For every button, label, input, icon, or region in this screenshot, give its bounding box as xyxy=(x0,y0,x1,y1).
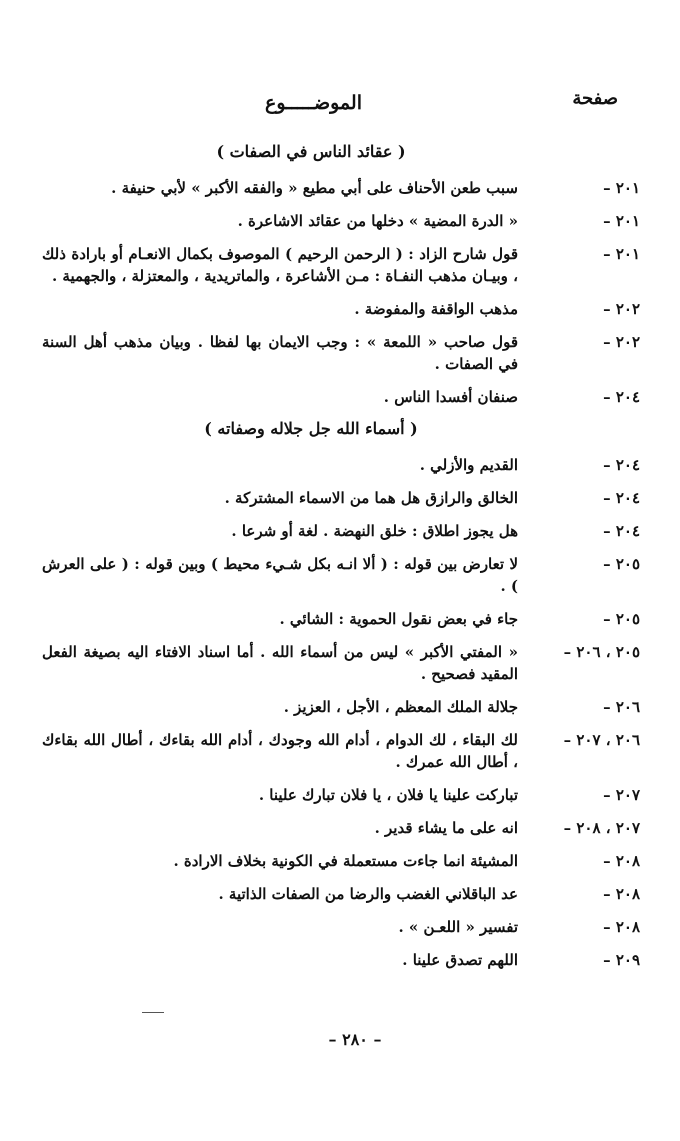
index-entry xyxy=(36,520,646,542)
entry-page-ref: ٢٠٨ – xyxy=(603,918,640,936)
index-entry xyxy=(36,608,646,630)
entry-page-ref: ٢٠٤ – xyxy=(603,388,640,406)
entry-topic: تباركت علينا يا فلان ، يا فلان تبارك علينا . xyxy=(258,786,518,804)
index-entry xyxy=(36,850,646,872)
index-entry xyxy=(36,784,646,806)
entry-topic: القديم والأزلي . xyxy=(419,456,518,474)
page-number: – ٢٨٠ – xyxy=(328,1030,382,1049)
entry-topic: « المفتي الأكبر » ليس من أسماء الله . أما اسناد الافتاء اليه بصيغة الفعل المقيد فصحيح . xyxy=(42,643,518,683)
index-entry xyxy=(36,696,646,718)
entry-page-ref: ٢٠٥ ، ٢٠٦ – xyxy=(563,643,640,661)
entry-topic: صنفان أفسدا الناس . xyxy=(383,388,518,406)
index-header xyxy=(40,88,640,118)
entry-page-ref: ٢٠٨ – xyxy=(603,852,640,870)
entry-page-ref: ٢٠٤ – xyxy=(603,456,640,474)
entry-topic: تفسير « اللعـن » . xyxy=(398,918,518,936)
section-title: ( عقائد الناس في الصفات ) xyxy=(216,142,406,161)
entry-topic: قول صاحب « اللمعة » : وجب الايمان بها لفظا . وبيان مذهب أهل السنة في الصفات . xyxy=(42,333,518,373)
index-entry xyxy=(36,487,646,509)
entry-topic: مذهب الواقفة والمفوضة . xyxy=(354,300,518,318)
entry-topic: عد الباقلاني الغضب والرضا من الصفات الذاتية . xyxy=(218,885,518,903)
index-entry xyxy=(36,298,646,320)
entry-page-ref: ٢٠١ – xyxy=(603,245,640,263)
entry-page-ref: ٢٠١ – xyxy=(603,179,640,197)
index-entry xyxy=(36,553,646,597)
index-entry xyxy=(36,641,646,685)
index-entry xyxy=(36,729,646,773)
divider xyxy=(142,1012,164,1013)
index-entry xyxy=(36,883,646,905)
entry-page-ref: ٢٠٩ – xyxy=(603,951,640,969)
entry-page-ref: ٢٠٧ – xyxy=(603,786,640,804)
entry-topic: « الدرة المضية » دخلها من عقائد الاشاعرة . xyxy=(237,212,518,230)
entry-page-ref: ٢٠٧ ، ٢٠٨ – xyxy=(563,819,640,837)
index-entry xyxy=(36,949,646,971)
entry-page-ref: ٢٠٨ – xyxy=(603,885,640,903)
page-column-heading: صفحة xyxy=(572,88,618,109)
entry-topic: قول شارح الزاد : ( الرحمن الرحيم ) الموصوف بكمال الانعـام أو بارادة ذلك ، وبيـان مذهب النفـاة : مـن الأشاعرة ، والماتريدية ، والمعتزلة ، والجهمية . xyxy=(42,245,518,285)
entry-topic: جاء في بعض نقول الحموية : الشائي . xyxy=(279,610,518,628)
entry-topic: لك البقاء ، لك الدوام ، أدام الله وجودك ، أدام الله بقاءك ، أطال الله بقاءك ، أطال الله عمرك . xyxy=(42,731,518,771)
section-title: ( أسماء الله جل جلاله وصفاته ) xyxy=(204,419,418,438)
entry-topic: اللهم تصدق علينا . xyxy=(402,951,518,969)
entry-topic: سبب طعن الأحناف على أبي مطيع « والفقه الأكبر » لأبي حنيفة . xyxy=(111,179,518,197)
index-entry xyxy=(36,243,646,287)
entry-topic: هل يجوز اطلاق : خلق النهضة . لغة أو شرعا . xyxy=(231,522,518,540)
entry-page-ref: ٢٠٥ – xyxy=(603,610,640,628)
entry-topic: جلالة الملك المعظم ، الأجل ، العزيز . xyxy=(283,698,518,716)
entry-page-ref: ٢٠٦ – xyxy=(603,698,640,716)
entry-topic: انه على ما يشاء قدير . xyxy=(374,819,518,837)
index-list xyxy=(36,136,646,982)
entry-page-ref: ٢٠٤ – xyxy=(603,522,640,540)
entry-topic: الخالق والرازق هل هما من الاسماء المشتركة . xyxy=(224,489,518,507)
entry-topic: لا تعارض بين قوله : ( ألا انـه بكل شـيء محيط ) وبين قوله : ( على العرش ) . xyxy=(42,555,518,595)
entry-page-ref: ٢٠٢ – xyxy=(603,300,640,318)
index-entry xyxy=(36,916,646,938)
entry-page-ref: ٢٠٦ ، ٢٠٧ – xyxy=(563,731,640,749)
entry-page-ref: ٢٠٢ – xyxy=(603,333,640,351)
index-entry xyxy=(36,817,646,839)
entry-page-ref: ٢٠٤ – xyxy=(603,489,640,507)
index-entry xyxy=(36,210,646,232)
entry-topic: المشيئة انما جاءت مستعملة في الكونية بخلاف الارادة . xyxy=(173,852,518,870)
index-entry xyxy=(36,177,646,199)
index-entry xyxy=(36,386,646,408)
topic-column-heading: الموضـــــوع xyxy=(265,92,362,114)
entry-page-ref: ٢٠٥ – xyxy=(603,555,640,573)
entry-page-ref: ٢٠١ – xyxy=(603,212,640,230)
index-entry xyxy=(36,331,646,375)
index-entry xyxy=(36,454,646,476)
